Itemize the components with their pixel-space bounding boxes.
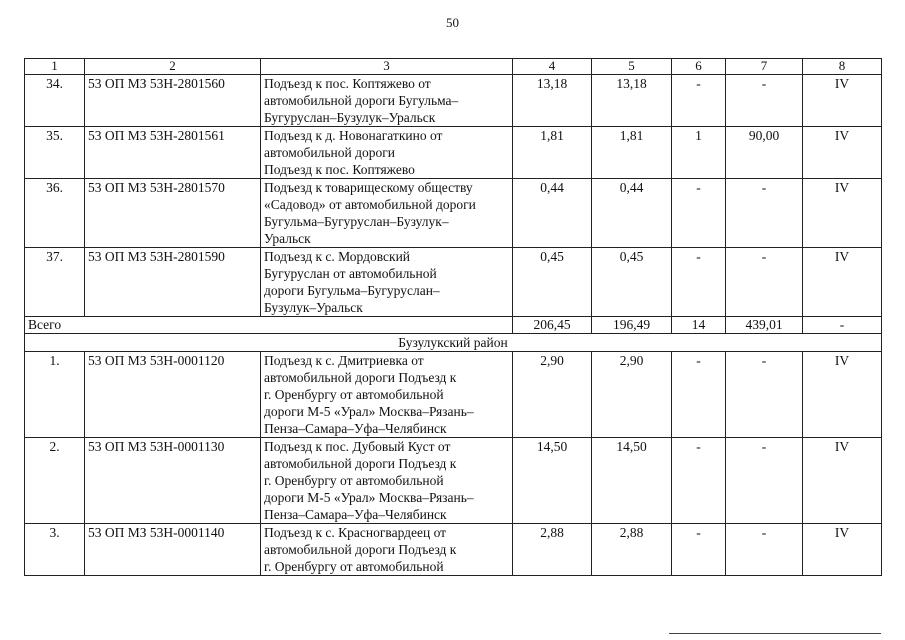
hard-surface-cell: 0,44 bbox=[592, 179, 672, 248]
road-name-line: автомобильной дороги Подъезд к bbox=[264, 370, 457, 385]
total-label: Всего bbox=[25, 317, 513, 334]
bridges-length-cell: - bbox=[726, 179, 803, 248]
table-row bbox=[25, 75, 882, 127]
road-name-line: дороги М-5 «Урал» Москва–Рязань– bbox=[264, 404, 474, 419]
road-name-line: Подъезд к пос. Коптяжево от bbox=[264, 76, 431, 91]
bridges-count-cell: - bbox=[672, 438, 726, 524]
category-cell: IV bbox=[803, 438, 882, 524]
total-hard-surface-cell: 196,49 bbox=[592, 317, 672, 334]
column-number: 7 bbox=[726, 59, 803, 75]
road-name-line: «Садовод» от автомобильной дороги bbox=[264, 197, 476, 212]
section-header-row bbox=[25, 334, 882, 352]
road-name-cell bbox=[261, 127, 513, 179]
road-name-line: Бугуруслан–Бузулук–Уральск bbox=[264, 110, 436, 125]
bridges-length-cell: - bbox=[726, 352, 803, 438]
road-name-line: Подъезд к с. Дмитриевка от bbox=[264, 353, 424, 368]
row-number-cell: 36. bbox=[25, 179, 85, 248]
length-cell: 0,45 bbox=[513, 248, 592, 317]
road-name-line: Бузулук–Уральск bbox=[264, 300, 363, 315]
road-name-cell bbox=[261, 179, 513, 248]
road-name-line: дороги М-5 «Урал» Москва–Рязань– bbox=[264, 490, 474, 505]
bridges-length-cell: 90,00 bbox=[726, 127, 803, 179]
total-length-cell: 206,45 bbox=[513, 317, 592, 334]
hard-surface-cell: 13,18 bbox=[592, 75, 672, 127]
road-name-line: г. Оренбургу от автомобильной bbox=[264, 473, 444, 488]
column-number-row bbox=[25, 59, 882, 75]
road-name-line: Бугуруслан от автомобильной bbox=[264, 266, 437, 281]
road-name-line: автомобильной дороги Подъезд к bbox=[264, 456, 457, 471]
row-number-cell: 35. bbox=[25, 127, 85, 179]
road-name-line: г. Оренбургу от автомобильной bbox=[264, 387, 444, 402]
column-number: 4 bbox=[513, 59, 592, 75]
road-name-line: Подъезд к товарищескому обществу bbox=[264, 180, 473, 195]
road-id-cell: 53 ОП МЗ 53Н-2801560 bbox=[85, 75, 261, 127]
road-name-line: Подъезд к с. Красногвардеец от bbox=[264, 525, 447, 540]
bridges-count-cell: - bbox=[672, 179, 726, 248]
column-number: 1 bbox=[25, 59, 85, 75]
road-id-cell: 53 ОП МЗ 53Н-0001120 bbox=[85, 352, 261, 438]
bridges-count-cell: - bbox=[672, 352, 726, 438]
category-cell: IV bbox=[803, 524, 882, 576]
road-name-cell bbox=[261, 524, 513, 576]
row-number-cell: 37. bbox=[25, 248, 85, 317]
table-row bbox=[25, 127, 882, 179]
hard-surface-cell: 2,90 bbox=[592, 352, 672, 438]
table-row bbox=[25, 179, 882, 248]
road-name-line: Подъезд к пос. Коптяжево bbox=[264, 162, 415, 177]
bottom-divider bbox=[669, 633, 881, 634]
road-name-cell bbox=[261, 75, 513, 127]
road-name-line: Подъезд к с. Мордовский bbox=[264, 249, 411, 264]
road-name-cell bbox=[261, 248, 513, 317]
road-name-line: автомобильной дороги Бугульма– bbox=[264, 93, 459, 108]
bridges-count-cell: - bbox=[672, 75, 726, 127]
road-name-cell bbox=[261, 352, 513, 438]
bridges-count-cell: 1 bbox=[672, 127, 726, 179]
row-number-cell: 3. bbox=[25, 524, 85, 576]
bridges-count-cell: - bbox=[672, 524, 726, 576]
total-bridges-count-cell: 14 bbox=[672, 317, 726, 334]
length-cell: 2,88 bbox=[513, 524, 592, 576]
road-name-line: автомобильной дороги bbox=[264, 145, 395, 160]
road-name-cell bbox=[261, 438, 513, 524]
row-number-cell: 2. bbox=[25, 438, 85, 524]
table-row bbox=[25, 248, 882, 317]
road-name-line: дороги Бугульма–Бугуруслан– bbox=[264, 283, 440, 298]
length-cell: 13,18 bbox=[513, 75, 592, 127]
row-number-cell: 1. bbox=[25, 352, 85, 438]
hard-surface-cell: 14,50 bbox=[592, 438, 672, 524]
column-number: 3 bbox=[261, 59, 513, 75]
category-cell: IV bbox=[803, 352, 882, 438]
column-number: 6 bbox=[672, 59, 726, 75]
road-name-line: Подъезд к пос. Дубовый Куст от bbox=[264, 439, 451, 454]
page-number: 50 bbox=[446, 15, 459, 30]
road-name-line: Уральск bbox=[264, 231, 311, 246]
road-id-cell: 53 ОП МЗ 53Н-2801570 bbox=[85, 179, 261, 248]
column-number: 8 bbox=[803, 59, 882, 75]
table-row bbox=[25, 438, 882, 524]
road-id-cell: 53 ОП МЗ 53Н-0001140 bbox=[85, 524, 261, 576]
total-category-cell: - bbox=[803, 317, 882, 334]
category-cell: IV bbox=[803, 75, 882, 127]
total-bridges-length-cell: 439,01 bbox=[726, 317, 803, 334]
hard-surface-cell: 2,88 bbox=[592, 524, 672, 576]
road-name-line: автомобильной дороги Подъезд к bbox=[264, 542, 457, 557]
table-row bbox=[25, 524, 882, 576]
category-cell: IV bbox=[803, 179, 882, 248]
road-name-line: Бугульма–Бугуруслан–Бузулук– bbox=[264, 214, 449, 229]
road-id-cell: 53 ОП МЗ 53Н-2801561 bbox=[85, 127, 261, 179]
length-cell: 14,50 bbox=[513, 438, 592, 524]
category-cell: IV bbox=[803, 127, 882, 179]
road-name-line: Пенза–Самара–Уфа–Челябинск bbox=[264, 421, 447, 436]
road-id-cell: 53 ОП МЗ 53Н-2801590 bbox=[85, 248, 261, 317]
bridges-length-cell: - bbox=[726, 438, 803, 524]
length-cell: 0,44 bbox=[513, 179, 592, 248]
hard-surface-cell: 1,81 bbox=[592, 127, 672, 179]
column-number: 2 bbox=[85, 59, 261, 75]
road-name-line: Подъезд к д. Новонагаткино от bbox=[264, 128, 443, 143]
length-cell: 1,81 bbox=[513, 127, 592, 179]
total-row bbox=[25, 317, 882, 334]
table-row bbox=[25, 352, 882, 438]
column-number: 5 bbox=[592, 59, 672, 75]
category-cell: IV bbox=[803, 248, 882, 317]
length-cell: 2,90 bbox=[513, 352, 592, 438]
section-title: Бузулукский район bbox=[25, 334, 882, 352]
road-name-line: Пенза–Самара–Уфа–Челябинск bbox=[264, 507, 447, 522]
bridges-length-cell: - bbox=[726, 75, 803, 127]
bridges-count-cell: - bbox=[672, 248, 726, 317]
bridges-length-cell: - bbox=[726, 524, 803, 576]
bridges-length-cell: - bbox=[726, 248, 803, 317]
roads-table bbox=[24, 58, 882, 576]
road-name-line: г. Оренбургу от автомобильной bbox=[264, 559, 444, 574]
road-id-cell: 53 ОП МЗ 53Н-0001130 bbox=[85, 438, 261, 524]
hard-surface-cell: 0,45 bbox=[592, 248, 672, 317]
row-number-cell: 34. bbox=[25, 75, 85, 127]
